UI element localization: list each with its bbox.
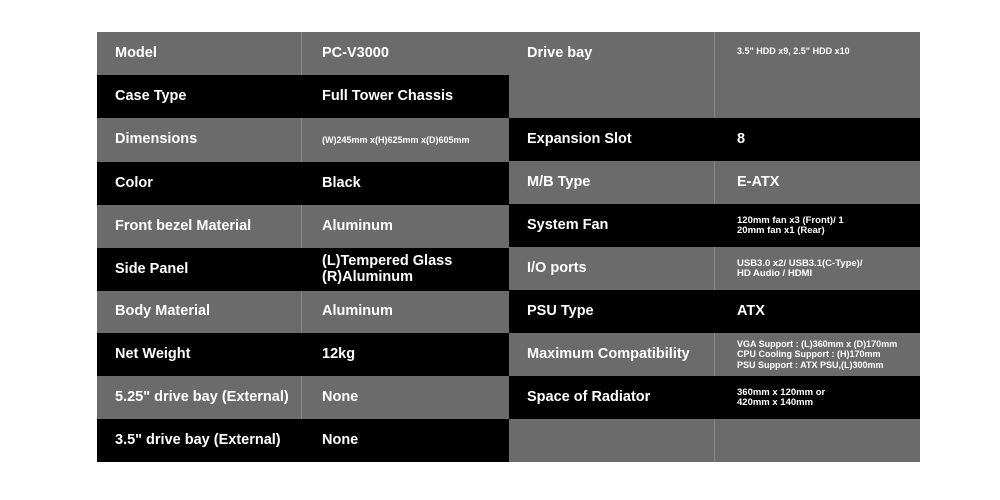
spec-value: E-ATX [737,173,780,190]
spec-table [97,32,920,462]
spec-value [715,419,920,462]
spec-column-right [509,32,920,462]
spec-value: ATX [737,302,765,319]
spec-row [509,32,920,118]
spec-value: 120mm fan x3 (Front)/ 1 20mm fan x1 (Rear) [737,214,844,236]
spec-label: Maximum Compatibility [509,333,715,376]
spec-value: (W)245mm x(H)625mm x(D)605mm [322,134,470,145]
spec-value: Aluminum [322,217,393,234]
spec-row [97,419,509,462]
spec-label: Model [97,32,302,75]
spec-value: None [322,431,359,448]
spec-row [97,291,509,333]
spec-value: (L)Tempered Glass (R)Aluminum [322,253,453,285]
spec-label: Color [97,162,302,205]
spec-label: Dimensions [97,118,302,162]
spec-row [97,205,509,248]
spec-row [97,333,509,376]
spec-label: I/O ports [509,247,715,290]
spec-label: Net Weight [97,333,302,376]
spec-row [509,204,920,247]
spec-value: 12kg [322,345,356,362]
spec-value: 8 [737,130,746,147]
spec-column-left [97,32,509,462]
spec-label: System Fan [509,204,715,247]
spec-row [509,161,920,204]
spec-value: 360mm x 120mm or 420mm x 140mm [737,386,826,408]
spec-row [509,376,920,419]
spec-label: PSU Type [509,290,715,333]
spec-row [509,118,920,161]
spec-row [509,419,920,462]
spec-label: Expansion Slot [509,118,715,161]
spec-value: PC-V3000 [322,44,389,61]
spec-label: Case Type [97,75,302,118]
spec-row [97,75,509,118]
spec-label: M/B Type [509,161,715,204]
spec-row [509,333,920,376]
spec-row [97,32,509,75]
spec-value: USB3.0 x2/ USB3.1(C-Type)/ HD Audio / HDMI [737,257,863,279]
spec-label: Front bezel Material [97,205,302,248]
spec-value: 3.5" HDD x9, 2.5" HDD x10 [737,46,850,56]
spec-label: 5.25" drive bay (External) [97,376,302,419]
spec-row [509,290,920,333]
spec-label: Body Material [97,291,302,333]
spec-label [509,419,715,462]
spec-value: None [322,388,359,405]
spec-row [97,376,509,419]
spec-row [509,247,920,290]
spec-row [97,118,509,162]
spec-row [97,162,509,205]
spec-label: 3.5" drive bay (External) [97,419,302,462]
spec-label: Side Panel [97,248,302,291]
spec-row [97,248,509,291]
spec-label: Space of Radiator [509,376,715,419]
spec-value: Aluminum [322,303,393,320]
spec-value: Full Tower Chassis [322,87,454,104]
spec-value: Black [322,174,361,191]
spec-label: Drive bay [509,32,715,118]
spec-value: VGA Support : (L)360mm x (D)170mm CPU Cooling Support : (H)170mm PSU Support : ATX PSU,(L)300mm [737,338,898,370]
